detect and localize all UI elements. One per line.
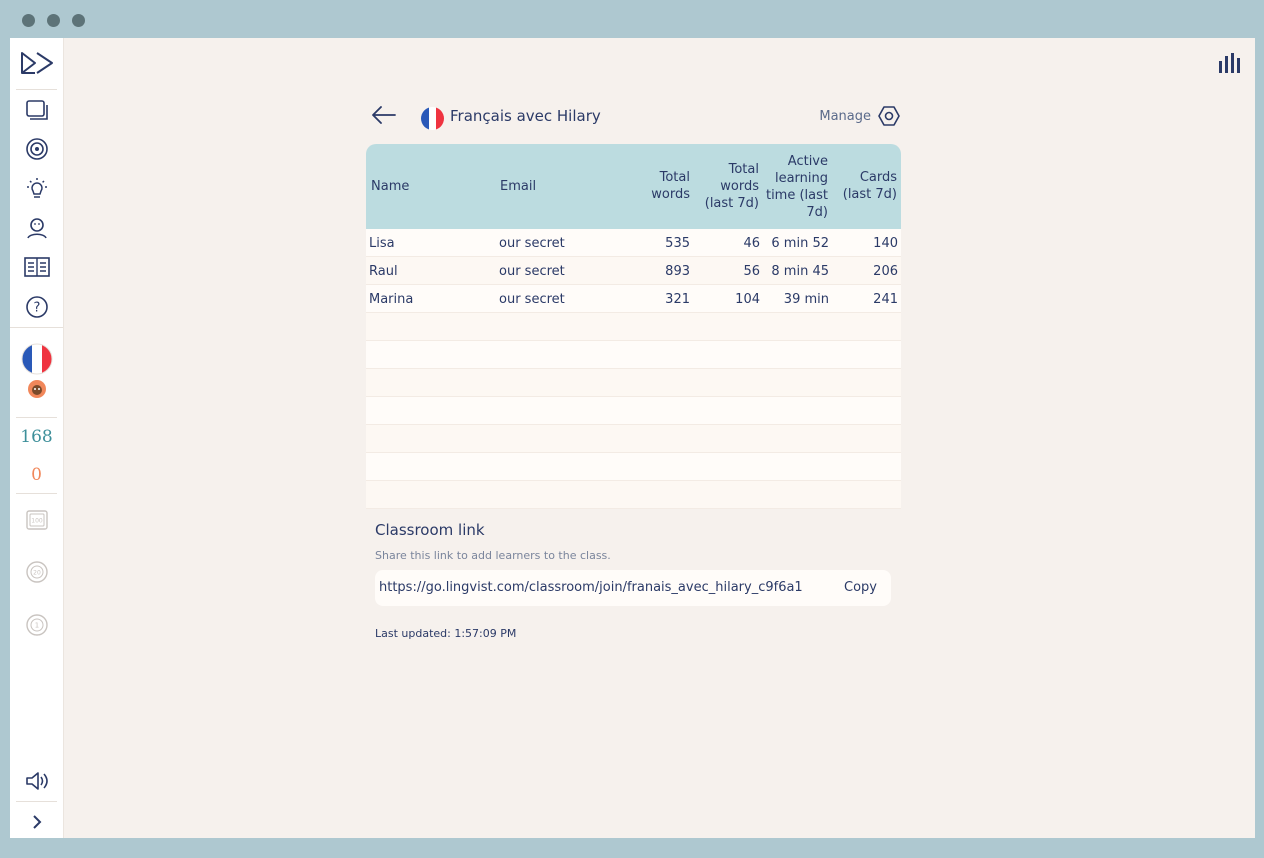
cell-active-time: 6 min 52 [771,236,829,251]
window-minimize-dot[interactable] [47,14,60,27]
cell-email: our secret [499,236,565,251]
statistics-icon[interactable] [1217,52,1241,78]
badge-100-icon [10,506,63,534]
badge-1-icon [10,611,63,639]
empty-row [366,397,901,425]
cell-total-words: 321 [665,292,690,307]
table-row[interactable] [366,285,901,313]
class-title: Français avec Hilary [450,107,601,125]
table-row[interactable] [366,257,901,285]
class-header [366,100,901,136]
header-line: (last 7d) [842,187,897,202]
cell-name: Marina [369,292,414,307]
expand-chevron-icon[interactable] [10,810,63,834]
header-line: 7d) [806,205,828,220]
table-body [366,229,901,509]
cell-name: Raul [369,264,398,279]
svg-text:100: 100 [30,517,43,525]
cell-email: our secret [499,292,565,307]
header-line: (last 7d) [704,196,759,211]
cell-active-time: 8 min 45 [771,264,829,279]
sidebar [10,38,64,838]
logo-icon[interactable] [10,48,63,78]
last-updated-text: Last updated: 1:57:09 PM [375,627,517,640]
table-header [366,144,901,229]
cell-total-words: 535 [665,236,690,251]
badge-20-icon [10,558,63,586]
empty-row [366,425,901,453]
header-line: Total [728,162,759,177]
cell-name: Lisa [369,236,395,251]
column-header-total-words[interactable] [651,169,690,203]
book-icon[interactable] [10,253,63,281]
settings-hexagon-icon [877,105,901,127]
help-icon[interactable] [10,293,63,321]
window-close-dot[interactable] [22,14,35,27]
window-controls [22,14,85,27]
empty-row [366,313,901,341]
target-icon[interactable] [10,135,63,163]
empty-row [366,453,901,481]
cell-total-words: 893 [665,264,690,279]
manage-button[interactable] [819,105,901,127]
empty-row [366,369,901,397]
app-window [10,38,1255,838]
classroom-link-url[interactable]: https://go.lingvist.com/classroom/join/franais_avec_hilary_c9f6a1 [379,580,803,595]
streak-count-value: 0 [31,465,42,485]
avatar-icon[interactable] [10,378,63,400]
classroom-link-box [375,570,891,606]
empty-row [366,341,901,369]
cell-total-words-7d: 46 [743,236,760,251]
cell-active-time: 39 min [783,292,829,307]
copy-link-button[interactable]: Copy [844,580,877,595]
cell-email: our secret [499,264,565,279]
cards-icon[interactable] [10,96,63,124]
window-maximize-dot[interactable] [72,14,85,27]
header-line: Active [787,154,828,169]
svg-text:1: 1 [34,621,39,630]
speaker-icon[interactable] [10,767,63,795]
back-arrow-icon[interactable] [371,105,397,129]
column-header-cards-7d[interactable] [843,169,897,203]
cell-cards-7d: 140 [873,236,898,251]
column-header-email[interactable]: Email [500,179,537,194]
svg-text:20: 20 [32,569,41,577]
table-row[interactable] [366,229,901,257]
empty-row [366,481,901,509]
cell-total-words-7d: 56 [743,264,760,279]
header-line: learning [774,171,828,186]
header-line: Total [659,170,690,185]
header-line: Cards [859,170,897,185]
cell-cards-7d: 241 [873,292,898,307]
header-line: time (last [765,188,828,203]
classroom-link-description: Share this link to add learners to the class. [375,549,611,562]
cell-total-words-7d: 104 [735,292,760,307]
word-count-value: 168 [20,427,53,447]
column-header-name[interactable]: Name [371,179,410,194]
lightbulb-icon[interactable] [10,175,63,203]
manage-label: Manage [819,108,871,124]
cell-cards-7d: 206 [873,264,898,279]
learners-table [366,144,901,500]
profile-icon[interactable] [10,214,63,242]
class-flag-icon [421,107,444,130]
streak-count [10,462,63,488]
french-flag-icon[interactable] [10,342,63,376]
svg-text:?: ? [33,300,40,316]
column-header-total-words-7d[interactable] [705,161,759,212]
header-line: words [720,179,759,194]
column-header-active-time[interactable] [766,153,828,221]
word-count [10,424,63,450]
header-line: words [651,187,690,202]
classroom-link-title: Classroom link [375,521,485,539]
